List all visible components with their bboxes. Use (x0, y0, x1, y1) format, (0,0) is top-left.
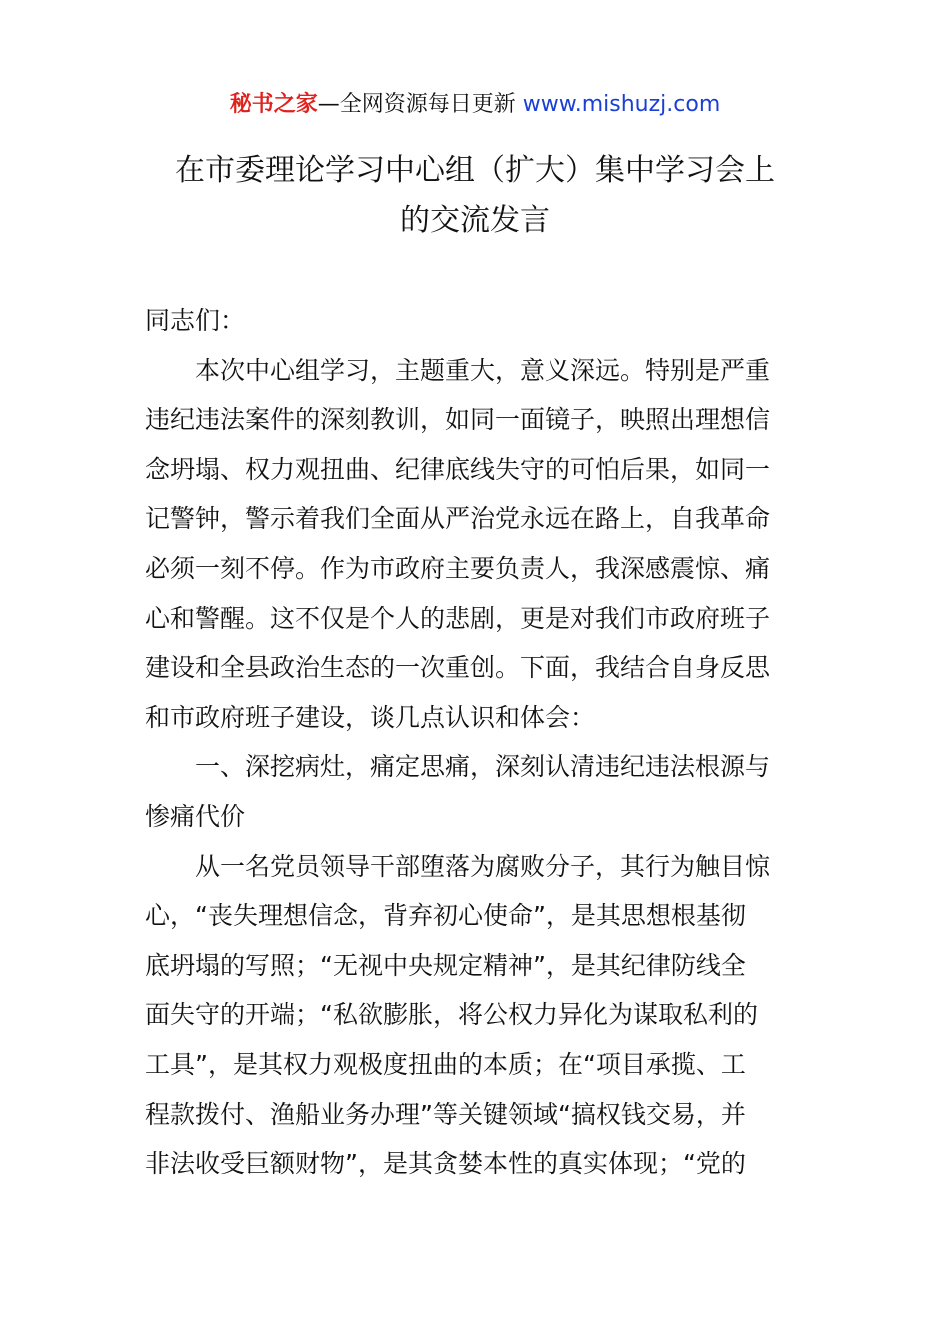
body-line: 心，“丧失理想信念，背弃初心使命”，是其思想根基彻 (145, 901, 746, 931)
body-line: 必须一刻不停。作为市政府主要负责人，我深感震惊、痛 (145, 553, 771, 583)
brand-name: 秘书之家 (229, 92, 318, 117)
title-line-2: 的交流发言 (400, 203, 550, 238)
section-heading-line: 惨痛代价 (145, 801, 246, 831)
body-line: 从一名党员领导干部堕落为腐败分子，其行为触目惊 (195, 851, 771, 881)
body-line: 底坍塌的写照；“无视中央规定精神”，是其纪律防线全 (145, 950, 746, 980)
document-title (0, 146, 950, 246)
body-line: 程款拨付、渔船业务办理”等关键领域“搞权钱交易，并 (145, 1099, 746, 1129)
section-heading-line: 一、深挖病灶，痛定思痛，深刻认清违纪违法根源与 (195, 752, 771, 782)
body-line: 记警钟，警示着我们全面从严治党永远在路上，自我革命 (145, 504, 771, 534)
body-line: 念坍塌、权力观扭曲、纪律底线失守的可怕后果，如同一 (145, 454, 771, 484)
header-slogan: —全网资源每日更新 (317, 92, 516, 117)
body-line: 面失守的开端；“私欲膨胀，将公权力异化为谋取私利的 (145, 1000, 758, 1030)
salutation-line: 同志们： (145, 306, 246, 335)
body-line: 和市政府班子建设，谈几点认识和体会： (145, 702, 596, 732)
title-line-1: 在市委理论学习中心组（扩大）集中学习会上 (175, 153, 775, 188)
body-line: 建设和全县政治生态的一次重创。下面，我结合自身反思 (145, 653, 771, 683)
body-line: 心和警醒。这不仅是个人的悲剧，更是对我们市政府班子 (145, 603, 771, 633)
site-header (0, 88, 950, 122)
document-body (145, 296, 825, 1189)
site-url: www.mishuzj.com (522, 92, 721, 117)
body-line: 非法收受巨额财物”，是其贪婪本性的真实体现；“党的 (145, 1149, 746, 1179)
body-line: 本次中心组学习，主题重大，意义深远。特别是严重 (195, 355, 771, 385)
body-line: 工具”，是其权力观极度扭曲的本质；在“项目承揽、工 (145, 1049, 746, 1079)
body-line: 违纪违法案件的深刻教训，如同一面镜子，映照出理想信 (145, 405, 771, 435)
